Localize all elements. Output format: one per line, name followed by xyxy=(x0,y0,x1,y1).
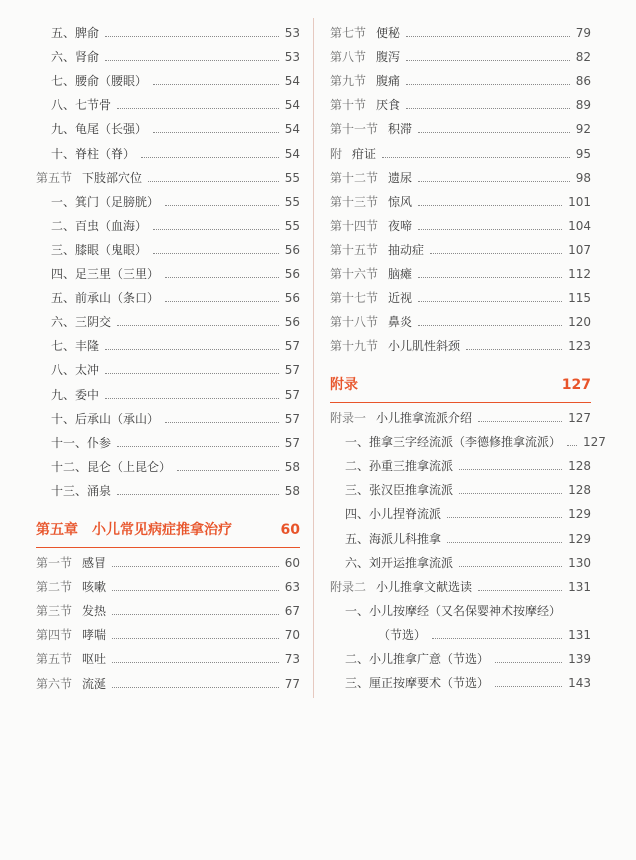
toc-entry-text: 十一、仆参 xyxy=(51,435,112,450)
page-number: 129 xyxy=(568,531,591,546)
toc-entry[interactable] xyxy=(36,651,300,667)
page-number: 79 xyxy=(575,26,591,40)
page-number: 143 xyxy=(568,676,591,691)
section-label: 第十九节 xyxy=(330,339,379,354)
page-number: 107 xyxy=(568,242,591,257)
page-number: 127 xyxy=(568,411,591,425)
toc-entry[interactable] xyxy=(330,338,591,354)
toc-entry-text: 八、七节骨 xyxy=(51,98,112,113)
chapter-heading[interactable] xyxy=(330,374,591,394)
page-number: 86 xyxy=(575,74,591,89)
toc-entry[interactable] xyxy=(36,627,300,643)
toc-entry-heading xyxy=(330,410,472,426)
section-title: 小儿推拿文献选读 xyxy=(376,579,473,594)
dot-leader xyxy=(418,301,562,302)
dot-leader xyxy=(418,132,570,133)
chapter-page-number: 127 xyxy=(561,377,591,393)
toc-entry-heading xyxy=(330,25,400,41)
toc-entry[interactable] xyxy=(36,242,300,258)
dot-leader xyxy=(153,132,279,133)
toc-entry[interactable] xyxy=(330,675,591,691)
section-title: 夜啼 xyxy=(388,218,413,233)
page-number: 82 xyxy=(575,50,591,65)
section-label: 第二节 xyxy=(36,580,73,595)
dot-leader xyxy=(117,494,279,495)
toc-entry-text: 十三、涌泉 xyxy=(51,483,112,498)
toc-entry[interactable] xyxy=(36,170,300,186)
toc-entry[interactable] xyxy=(330,651,591,667)
toc-entry[interactable] xyxy=(330,603,591,619)
dot-leader xyxy=(382,157,570,158)
page-number: 70 xyxy=(284,628,300,643)
section-label: 第十八节 xyxy=(330,315,379,330)
toc-entry[interactable] xyxy=(36,555,300,571)
dot-leader xyxy=(406,108,570,109)
dot-leader xyxy=(112,687,279,688)
dot-leader xyxy=(165,277,279,278)
dot-leader xyxy=(153,84,279,85)
dot-leader xyxy=(105,398,279,399)
dot-leader xyxy=(112,614,279,615)
toc-entry[interactable] xyxy=(330,531,591,547)
section-label: 第十六节 xyxy=(330,267,379,281)
dot-leader xyxy=(478,590,562,591)
page-number: 73 xyxy=(284,652,300,667)
section-title: 厌食 xyxy=(376,98,401,113)
toc-entry-text: 十二、昆仑（上昆仑） xyxy=(51,459,172,474)
page-number: 57 xyxy=(284,339,300,354)
chapter-page-number: 60 xyxy=(280,522,300,538)
toc-entry[interactable] xyxy=(36,362,300,378)
section-title: 积滞 xyxy=(388,122,413,137)
page-number: 89 xyxy=(575,98,591,113)
toc-entry-text: 九、龟尾（长强） xyxy=(51,122,148,137)
dot-leader xyxy=(165,205,279,206)
section-title: 流涎 xyxy=(82,676,107,691)
page-number: 92 xyxy=(575,122,591,137)
toc-entry[interactable] xyxy=(330,218,591,234)
toc-entry-text: 六、三阴交 xyxy=(51,315,112,330)
dot-leader xyxy=(478,421,562,422)
dot-leader xyxy=(105,36,279,37)
toc-entry-text: 六、刘开运推拿流派 xyxy=(345,555,454,570)
toc-entry[interactable] xyxy=(330,314,591,330)
page-number: 57 xyxy=(284,363,300,378)
toc-entry-heading xyxy=(36,627,106,643)
page-number: 112 xyxy=(568,267,591,281)
section-label: 第九节 xyxy=(330,74,367,89)
section-title: 腹泻 xyxy=(376,50,401,65)
dot-leader xyxy=(165,301,279,302)
toc-entry-text: 五、前承山（条口） xyxy=(51,291,160,306)
section-title: 惊风 xyxy=(388,194,413,209)
page-number: 95 xyxy=(575,146,591,161)
section-title: 疳证 xyxy=(352,146,377,161)
column-divider xyxy=(313,18,314,698)
toc-entry-text: 八、太冲 xyxy=(51,363,100,378)
dot-leader xyxy=(466,349,562,350)
toc-entry-text: 七、丰隆 xyxy=(51,339,100,354)
section-title: 咳嗽 xyxy=(82,580,107,595)
toc-entry[interactable] xyxy=(36,218,300,234)
section-label: 附录一 xyxy=(330,411,367,425)
page-number: 54 xyxy=(284,74,300,89)
toc-entry[interactable] xyxy=(36,411,300,427)
toc-entry[interactable] xyxy=(36,483,300,499)
toc-entry[interactable] xyxy=(36,435,300,451)
section-title: 近视 xyxy=(388,291,413,306)
section-label: 第十三节 xyxy=(330,194,379,209)
toc-entry[interactable] xyxy=(36,73,300,89)
dot-leader xyxy=(459,469,562,470)
dot-leader xyxy=(165,422,279,423)
section-title: 感冒 xyxy=(82,556,107,570)
toc-entry-heading xyxy=(330,73,400,89)
dot-leader xyxy=(177,470,279,471)
page-number: 53 xyxy=(284,50,300,65)
page-number: 54 xyxy=(284,98,300,113)
toc-entry-text: 三、膝眼（鬼眼） xyxy=(51,242,148,257)
toc-entry[interactable] xyxy=(330,25,591,41)
toc-entry[interactable] xyxy=(330,627,591,643)
toc-entry[interactable] xyxy=(330,482,591,498)
page-number: 104 xyxy=(568,218,591,233)
page-number: 55 xyxy=(284,194,300,209)
section-title: 呕吐 xyxy=(82,652,107,667)
toc-entry[interactable] xyxy=(330,458,591,474)
toc-entry[interactable] xyxy=(330,290,591,306)
toc-entry-heading xyxy=(330,97,400,113)
toc-entry-text: 七、腰俞（腰眼） xyxy=(51,74,148,89)
toc-entry[interactable] xyxy=(36,314,300,330)
page-number: 120 xyxy=(568,315,591,330)
toc-entry[interactable] xyxy=(36,459,300,475)
page-number: 128 xyxy=(568,459,591,474)
toc-entry[interactable] xyxy=(330,434,606,450)
section-title: 下肢部穴位 xyxy=(82,170,143,185)
page-number: 55 xyxy=(284,170,300,185)
section-label: 第六节 xyxy=(36,676,73,691)
section-title: 便秘 xyxy=(376,26,401,40)
toc-entry[interactable] xyxy=(330,506,591,522)
section-label: 第五节 xyxy=(36,652,73,667)
toc-entry-text: （节选） xyxy=(378,627,427,642)
dot-leader xyxy=(418,229,562,230)
section-title: 腹痛 xyxy=(376,74,401,89)
toc-entry[interactable] xyxy=(36,25,300,41)
toc-entry[interactable] xyxy=(330,242,591,258)
toc-entry[interactable] xyxy=(36,97,300,113)
page-number: 57 xyxy=(284,387,300,402)
dot-leader xyxy=(112,662,279,663)
dot-leader xyxy=(447,517,562,518)
page-number: 115 xyxy=(568,291,591,306)
toc-entry[interactable] xyxy=(36,676,300,692)
dot-leader xyxy=(447,542,562,543)
toc-entry-heading xyxy=(330,266,412,282)
section-title: 脑瘫 xyxy=(388,267,413,281)
dot-leader xyxy=(105,60,279,61)
dot-leader xyxy=(432,638,562,639)
page-number: 54 xyxy=(284,122,300,137)
dot-leader xyxy=(418,181,570,182)
section-title: 小儿推拿流派介绍 xyxy=(376,411,473,425)
page-number: 127 xyxy=(583,435,606,450)
toc-entry[interactable] xyxy=(36,290,300,306)
dot-leader xyxy=(459,566,562,567)
page-number: 77 xyxy=(284,676,300,691)
toc-entry[interactable] xyxy=(36,387,300,403)
dot-leader xyxy=(117,446,279,447)
page-number: 56 xyxy=(284,291,300,306)
dot-leader xyxy=(567,445,577,446)
toc-entry-heading xyxy=(330,242,424,258)
dot-leader xyxy=(105,373,279,374)
toc-entry[interactable] xyxy=(330,121,591,137)
section-title: 抽动症 xyxy=(388,242,425,257)
toc-entry-text: 一、推拿三字经流派（李德修推拿流派） xyxy=(345,435,562,450)
toc-entry-text: 五、脾俞 xyxy=(51,26,100,40)
dot-leader xyxy=(495,662,562,663)
toc-entry[interactable] xyxy=(36,194,300,210)
page-number: 98 xyxy=(575,170,591,185)
dot-leader xyxy=(153,253,279,254)
chapter-rule xyxy=(330,402,591,403)
toc-entry-text: 四、足三里（三里） xyxy=(51,267,160,281)
chapter-heading[interactable] xyxy=(36,519,300,539)
dot-leader xyxy=(141,157,279,158)
page-number: 56 xyxy=(284,315,300,330)
section-label: 第五节 xyxy=(36,170,73,185)
dot-leader xyxy=(459,493,562,494)
toc-entry[interactable] xyxy=(36,49,300,65)
section-label: 第三节 xyxy=(36,604,73,619)
section-title: 鼻炎 xyxy=(388,315,413,330)
dot-leader xyxy=(406,36,570,37)
toc-entry-text: 二、百虫（血海） xyxy=(51,218,148,233)
toc-entry-heading xyxy=(330,338,460,354)
section-title: 遗尿 xyxy=(388,170,413,185)
section-label: 第十四节 xyxy=(330,218,379,233)
toc-entry[interactable] xyxy=(330,266,591,282)
page-number: 58 xyxy=(284,459,300,474)
toc-entry[interactable] xyxy=(330,170,591,186)
page-number: 60 xyxy=(284,556,300,570)
page-number: 58 xyxy=(284,483,300,498)
section-label: 第八节 xyxy=(330,50,367,65)
page-number: 56 xyxy=(284,242,300,257)
toc-entry[interactable] xyxy=(36,579,300,595)
page-number: 123 xyxy=(568,339,591,354)
dot-leader xyxy=(112,566,279,567)
dot-leader xyxy=(117,108,279,109)
toc-entry-text: 一、箕门（足膀胱） xyxy=(51,194,160,209)
page-number: 57 xyxy=(284,435,300,450)
toc-entry-text: 三、厘正按摩要术（节选） xyxy=(345,676,490,691)
section-label: 第一节 xyxy=(36,556,73,570)
toc-entry[interactable] xyxy=(330,49,591,65)
toc-entry-text: 五、海派儿科推拿 xyxy=(345,531,442,546)
toc-entry-text: 六、肾俞 xyxy=(51,50,100,65)
chapter-rule xyxy=(36,547,300,548)
toc-entry[interactable] xyxy=(36,146,300,162)
toc-entry-heading xyxy=(330,146,376,162)
dot-leader xyxy=(418,325,562,326)
toc-entry[interactable] xyxy=(330,410,591,426)
page-number: 129 xyxy=(568,507,591,522)
toc-entry[interactable] xyxy=(330,579,591,595)
dot-leader xyxy=(105,349,279,350)
toc-entry[interactable] xyxy=(36,121,300,137)
toc-entry-text: 二、小儿推拿广意（节选） xyxy=(345,652,490,666)
toc-entry-heading xyxy=(330,170,412,186)
toc-entry-heading xyxy=(330,121,412,137)
toc-entry-heading xyxy=(330,314,412,330)
section-label: 附 xyxy=(330,146,343,161)
toc-entry[interactable] xyxy=(330,73,591,89)
section-label: 第十七节 xyxy=(330,291,379,306)
section-title: 发热 xyxy=(82,604,107,619)
toc-entry-text: 十、后承山（承山） xyxy=(51,411,160,426)
toc-entry[interactable] xyxy=(330,555,591,571)
section-title: 小儿肌性斜颈 xyxy=(388,339,461,354)
toc-entry-heading xyxy=(330,579,472,595)
toc-entry[interactable] xyxy=(330,194,591,210)
toc-entry[interactable] xyxy=(36,266,300,282)
dot-leader xyxy=(153,229,279,230)
section-label: 第十一节 xyxy=(330,122,379,137)
section-label: 第十五节 xyxy=(330,242,379,257)
dot-leader xyxy=(406,60,570,61)
page-number: 53 xyxy=(284,26,300,40)
section-label: 附录二 xyxy=(330,579,367,594)
dot-leader xyxy=(418,277,562,278)
toc-entry-heading xyxy=(36,676,106,692)
section-label: 第十二节 xyxy=(330,170,379,185)
page-number: 55 xyxy=(284,218,300,233)
dot-leader xyxy=(430,253,562,254)
toc-entry-heading xyxy=(330,194,412,210)
chapter-title: 附录 xyxy=(330,377,358,393)
page-number: 131 xyxy=(568,627,591,642)
dot-leader xyxy=(406,84,570,85)
dot-leader xyxy=(112,638,279,639)
section-label: 第四节 xyxy=(36,628,73,643)
section-label: 第十节 xyxy=(330,98,367,113)
page-number: 130 xyxy=(568,555,591,570)
dot-leader xyxy=(418,205,562,206)
toc-entry-heading xyxy=(36,170,142,186)
page-number: 56 xyxy=(284,267,300,281)
toc-entry[interactable] xyxy=(330,146,591,162)
page-number: 67 xyxy=(284,604,300,619)
toc-entry[interactable] xyxy=(36,338,300,354)
toc-entry-text: 四、小儿捏脊流派 xyxy=(345,507,442,522)
page-number: 101 xyxy=(568,194,591,209)
toc-entry-heading xyxy=(36,555,106,571)
section-label: 第七节 xyxy=(330,26,367,40)
page-number: 54 xyxy=(284,146,300,161)
dot-leader xyxy=(148,181,279,182)
toc-entry-text: 九、委中 xyxy=(51,387,100,402)
page-number: 63 xyxy=(284,580,300,595)
toc-entry-heading xyxy=(36,651,106,667)
toc-entry-text: 二、孙重三推拿流派 xyxy=(345,459,454,474)
page-number: 128 xyxy=(568,483,591,498)
toc-entry-heading xyxy=(36,579,106,595)
toc-entry[interactable] xyxy=(330,97,591,113)
toc-entry-heading xyxy=(330,218,412,234)
toc-entry-heading xyxy=(36,603,106,619)
page-number: 131 xyxy=(568,579,591,594)
dot-leader xyxy=(117,325,279,326)
page-number: 57 xyxy=(284,411,300,426)
section-title: 哮喘 xyxy=(82,628,107,643)
dot-leader xyxy=(112,590,279,591)
chapter-title: 第五章 小儿常见病症推拿治疗 xyxy=(36,522,232,538)
toc-entry-text: 三、张汉臣推拿流派 xyxy=(345,483,454,498)
toc-entry-text: 一、小儿按摩经（又名保婴神术按摩经） xyxy=(345,603,562,618)
toc-entry-heading xyxy=(330,49,400,65)
page-number: 139 xyxy=(568,652,591,666)
toc-entry-text: 十、脊柱（脊） xyxy=(51,146,136,161)
toc-entry-heading xyxy=(330,290,412,306)
dot-leader xyxy=(495,686,562,687)
toc-entry[interactable] xyxy=(36,603,300,619)
